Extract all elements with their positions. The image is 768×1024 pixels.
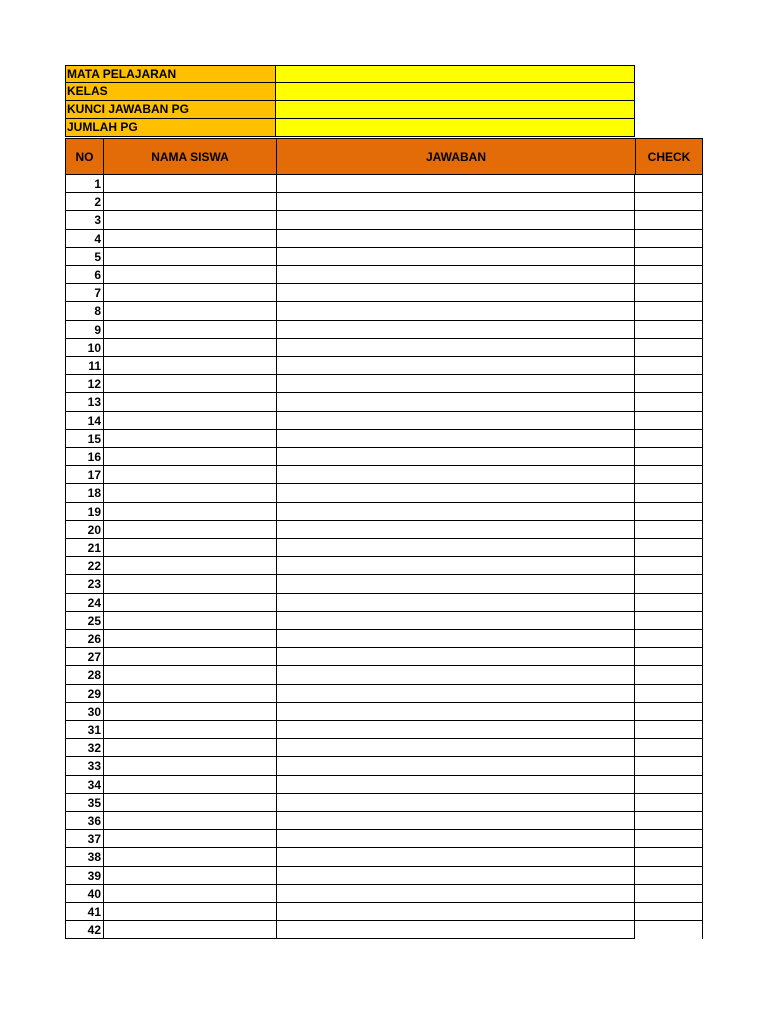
row-number: 10 <box>65 339 104 357</box>
check-cell[interactable] <box>635 484 703 502</box>
nama-siswa-cell[interactable] <box>104 739 277 757</box>
row-number: 41 <box>65 903 104 921</box>
table-row <box>65 885 703 903</box>
header-jawaban: JAWABAN <box>276 138 636 175</box>
nama-siswa-cell[interactable] <box>104 903 277 921</box>
check-cell[interactable] <box>635 211 703 229</box>
row-number: 18 <box>65 484 104 502</box>
jawaban-cell[interactable] <box>277 393 635 411</box>
nama-siswa-cell[interactable] <box>104 703 277 721</box>
check-cell[interactable] <box>635 175 703 193</box>
table-row <box>65 448 703 466</box>
jawaban-cell[interactable] <box>277 302 635 320</box>
jawaban-cell[interactable] <box>277 830 635 848</box>
table-row <box>65 357 703 375</box>
check-cell[interactable] <box>635 266 703 284</box>
nama-siswa-cell[interactable] <box>104 248 277 266</box>
kelas-label: KELAS <box>65 83 276 101</box>
table-row <box>65 503 703 521</box>
check-cell[interactable] <box>635 648 703 666</box>
nama-siswa-cell[interactable] <box>104 339 277 357</box>
table-row <box>65 266 703 284</box>
table-row <box>65 539 703 557</box>
row-number: 11 <box>65 357 104 375</box>
check-cell[interactable] <box>635 448 703 466</box>
table-row <box>65 648 703 666</box>
nama-siswa-cell[interactable] <box>104 812 277 830</box>
nama-siswa-cell[interactable] <box>104 211 277 229</box>
table-row <box>65 484 703 502</box>
nama-siswa-cell[interactable] <box>104 375 277 393</box>
jawaban-cell[interactable] <box>277 248 635 266</box>
row-number: 28 <box>65 666 104 684</box>
table-row <box>65 521 703 539</box>
jawaban-cell[interactable] <box>277 666 635 684</box>
check-cell[interactable] <box>635 812 703 830</box>
row-number: 6 <box>65 266 104 284</box>
nama-siswa-cell[interactable] <box>104 557 277 575</box>
row-number: 1 <box>65 175 104 193</box>
check-cell[interactable] <box>635 375 703 393</box>
check-cell[interactable] <box>635 666 703 684</box>
header-nama-siswa: NAMA SISWA <box>103 138 277 175</box>
nama-siswa-cell[interactable] <box>104 612 277 630</box>
table-row <box>65 757 703 775</box>
nama-siswa-cell[interactable] <box>104 484 277 502</box>
jawaban-cell[interactable] <box>277 375 635 393</box>
row-number: 35 <box>65 794 104 812</box>
table-row <box>65 175 703 193</box>
nama-siswa-cell[interactable] <box>104 412 277 430</box>
row-number: 24 <box>65 594 104 612</box>
check-cell[interactable] <box>635 703 703 721</box>
nama-siswa-cell[interactable] <box>104 848 277 866</box>
row-number: 12 <box>65 375 104 393</box>
check-cell[interactable] <box>635 430 703 448</box>
info-row-kunci-jawaban <box>65 101 635 119</box>
jawaban-cell[interactable] <box>277 321 635 339</box>
header-no: NO <box>65 138 104 175</box>
check-cell[interactable] <box>635 466 703 484</box>
jawaban-cell[interactable] <box>277 339 635 357</box>
check-cell[interactable] <box>635 794 703 812</box>
jawaban-cell[interactable] <box>277 794 635 812</box>
jawaban-cell[interactable] <box>277 557 635 575</box>
nama-siswa-cell[interactable] <box>104 685 277 703</box>
nama-siswa-cell[interactable] <box>104 867 277 885</box>
check-cell[interactable] <box>635 357 703 375</box>
nama-siswa-cell[interactable] <box>104 757 277 775</box>
row-number: 33 <box>65 757 104 775</box>
jawaban-cell[interactable] <box>277 193 635 211</box>
check-cell[interactable] <box>635 776 703 794</box>
nama-siswa-cell[interactable] <box>104 666 277 684</box>
check-cell[interactable] <box>635 848 703 866</box>
table-row <box>65 575 703 593</box>
nama-siswa-cell[interactable] <box>104 921 277 939</box>
table-row <box>65 211 703 229</box>
jawaban-cell[interactable] <box>277 503 635 521</box>
table-row <box>65 921 703 939</box>
nama-siswa-cell[interactable] <box>104 230 277 248</box>
table-row <box>65 248 703 266</box>
kunci-jawaban-field[interactable] <box>276 101 635 119</box>
row-number: 37 <box>65 830 104 848</box>
table-row <box>65 393 703 411</box>
info-row-mata-pelajaran <box>65 65 635 83</box>
row-number: 30 <box>65 703 104 721</box>
jawaban-cell[interactable] <box>277 211 635 229</box>
nama-siswa-cell[interactable] <box>104 830 277 848</box>
check-cell[interactable] <box>635 830 703 848</box>
table-row <box>65 776 703 794</box>
nama-siswa-cell[interactable] <box>104 721 277 739</box>
check-cell[interactable] <box>635 230 703 248</box>
nama-siswa-cell[interactable] <box>104 430 277 448</box>
table-row <box>65 466 703 484</box>
row-number: 16 <box>65 448 104 466</box>
nama-siswa-cell[interactable] <box>104 321 277 339</box>
row-number: 14 <box>65 412 104 430</box>
jumlah-pg-label: JUMLAH PG <box>65 119 276 137</box>
jawaban-cell[interactable] <box>277 776 635 794</box>
jawaban-cell[interactable] <box>277 721 635 739</box>
row-number: 25 <box>65 612 104 630</box>
jawaban-cell[interactable] <box>277 757 635 775</box>
mata-pelajaran-label: MATA PELAJARAN <box>65 65 276 83</box>
table-row <box>65 612 703 630</box>
row-number: 40 <box>65 885 104 903</box>
row-number: 5 <box>65 248 104 266</box>
check-cell[interactable] <box>635 503 703 521</box>
check-cell[interactable] <box>635 284 703 302</box>
check-cell[interactable] <box>635 612 703 630</box>
table-row <box>65 430 703 448</box>
table-row <box>65 703 703 721</box>
check-cell[interactable] <box>635 302 703 320</box>
jawaban-cell[interactable] <box>277 484 635 502</box>
table-row <box>65 193 703 211</box>
nama-siswa-cell[interactable] <box>104 630 277 648</box>
nama-siswa-cell[interactable] <box>104 448 277 466</box>
check-cell[interactable] <box>635 921 703 939</box>
table-row <box>65 867 703 885</box>
jawaban-cell[interactable] <box>277 739 635 757</box>
row-number: 3 <box>65 211 104 229</box>
nama-siswa-cell[interactable] <box>104 284 277 302</box>
table-row <box>65 903 703 921</box>
table-row <box>65 630 703 648</box>
kelas-field[interactable] <box>276 83 635 101</box>
jawaban-cell[interactable] <box>277 284 635 302</box>
table-row <box>65 375 703 393</box>
table-row <box>65 794 703 812</box>
row-number: 2 <box>65 193 104 211</box>
table-row <box>65 302 703 320</box>
nama-siswa-cell[interactable] <box>104 175 277 193</box>
info-row-kelas <box>65 83 635 101</box>
check-cell[interactable] <box>635 630 703 648</box>
check-cell[interactable] <box>635 412 703 430</box>
table-row <box>65 412 703 430</box>
table-row <box>65 284 703 302</box>
row-number: 22 <box>65 557 104 575</box>
table-row <box>65 230 703 248</box>
table-row <box>65 812 703 830</box>
jawaban-cell[interactable] <box>277 466 635 484</box>
info-row-jumlah-pg <box>65 119 635 137</box>
jawaban-cell[interactable] <box>277 630 635 648</box>
jawaban-cell[interactable] <box>277 594 635 612</box>
row-number: 9 <box>65 321 104 339</box>
check-cell[interactable] <box>635 539 703 557</box>
row-number: 15 <box>65 430 104 448</box>
check-cell[interactable] <box>635 575 703 593</box>
jawaban-cell[interactable] <box>277 448 635 466</box>
check-cell[interactable] <box>635 193 703 211</box>
check-cell[interactable] <box>635 867 703 885</box>
check-cell[interactable] <box>635 321 703 339</box>
table-row <box>65 721 703 739</box>
row-number: 34 <box>65 776 104 794</box>
jawaban-cell[interactable] <box>277 903 635 921</box>
nama-siswa-cell[interactable] <box>104 648 277 666</box>
table-row <box>65 666 703 684</box>
jawaban-cell[interactable] <box>277 412 635 430</box>
nama-siswa-cell[interactable] <box>104 521 277 539</box>
check-cell[interactable] <box>635 885 703 903</box>
row-number: 31 <box>65 721 104 739</box>
row-number: 21 <box>65 539 104 557</box>
row-number: 32 <box>65 739 104 757</box>
nama-siswa-cell[interactable] <box>104 794 277 812</box>
nama-siswa-cell[interactable] <box>104 575 277 593</box>
jawaban-cell[interactable] <box>277 867 635 885</box>
jawaban-cell[interactable] <box>277 703 635 721</box>
check-cell[interactable] <box>635 721 703 739</box>
mata-pelajaran-field[interactable] <box>276 65 635 83</box>
jawaban-cell[interactable] <box>277 521 635 539</box>
nama-siswa-cell[interactable] <box>104 393 277 411</box>
check-cell[interactable] <box>635 393 703 411</box>
row-number: 7 <box>65 284 104 302</box>
table-row <box>65 848 703 866</box>
nama-siswa-cell[interactable] <box>104 357 277 375</box>
row-number: 4 <box>65 230 104 248</box>
nama-siswa-cell[interactable] <box>104 776 277 794</box>
header-check: CHECK <box>635 138 703 175</box>
check-cell[interactable] <box>635 739 703 757</box>
jawaban-cell[interactable] <box>277 175 635 193</box>
nama-siswa-cell[interactable] <box>104 302 277 320</box>
jawaban-cell[interactable] <box>277 921 635 939</box>
row-number: 19 <box>65 503 104 521</box>
jawaban-cell[interactable] <box>277 539 635 557</box>
row-number: 27 <box>65 648 104 666</box>
check-cell[interactable] <box>635 521 703 539</box>
row-number: 38 <box>65 848 104 866</box>
jawaban-cell[interactable] <box>277 648 635 666</box>
check-cell[interactable] <box>635 685 703 703</box>
jawaban-cell[interactable] <box>277 266 635 284</box>
jawaban-cell[interactable] <box>277 357 635 375</box>
row-number: 20 <box>65 521 104 539</box>
jawaban-cell[interactable] <box>277 575 635 593</box>
row-number: 42 <box>65 921 104 939</box>
table-row <box>65 321 703 339</box>
row-number: 36 <box>65 812 104 830</box>
jawaban-cell[interactable] <box>277 430 635 448</box>
jawaban-cell[interactable] <box>277 230 635 248</box>
nama-siswa-cell[interactable] <box>104 193 277 211</box>
row-number: 29 <box>65 685 104 703</box>
jawaban-cell[interactable] <box>277 885 635 903</box>
check-cell[interactable] <box>635 557 703 575</box>
jawaban-cell[interactable] <box>277 685 635 703</box>
nama-siswa-cell[interactable] <box>104 539 277 557</box>
jawaban-cell[interactable] <box>277 612 635 630</box>
table-row <box>65 594 703 612</box>
row-number: 23 <box>65 575 104 593</box>
kunci-jawaban-label: KUNCI JAWABAN PG <box>65 101 276 119</box>
nama-siswa-cell[interactable] <box>104 503 277 521</box>
row-number: 17 <box>65 466 104 484</box>
check-cell[interactable] <box>635 339 703 357</box>
check-cell[interactable] <box>635 903 703 921</box>
check-cell[interactable] <box>635 757 703 775</box>
check-cell[interactable] <box>635 594 703 612</box>
table-row <box>65 339 703 357</box>
jawaban-cell[interactable] <box>277 848 635 866</box>
jumlah-pg-field[interactable] <box>276 119 635 137</box>
row-number: 8 <box>65 302 104 320</box>
row-number: 39 <box>65 867 104 885</box>
nama-siswa-cell[interactable] <box>104 594 277 612</box>
jawaban-cell[interactable] <box>277 812 635 830</box>
table-row <box>65 685 703 703</box>
row-number: 13 <box>65 393 104 411</box>
table-row <box>65 557 703 575</box>
table-row <box>65 739 703 757</box>
table-row <box>65 830 703 848</box>
check-cell[interactable] <box>635 248 703 266</box>
row-number: 26 <box>65 630 104 648</box>
nama-siswa-cell[interactable] <box>104 466 277 484</box>
nama-siswa-cell[interactable] <box>104 885 277 903</box>
nama-siswa-cell[interactable] <box>104 266 277 284</box>
